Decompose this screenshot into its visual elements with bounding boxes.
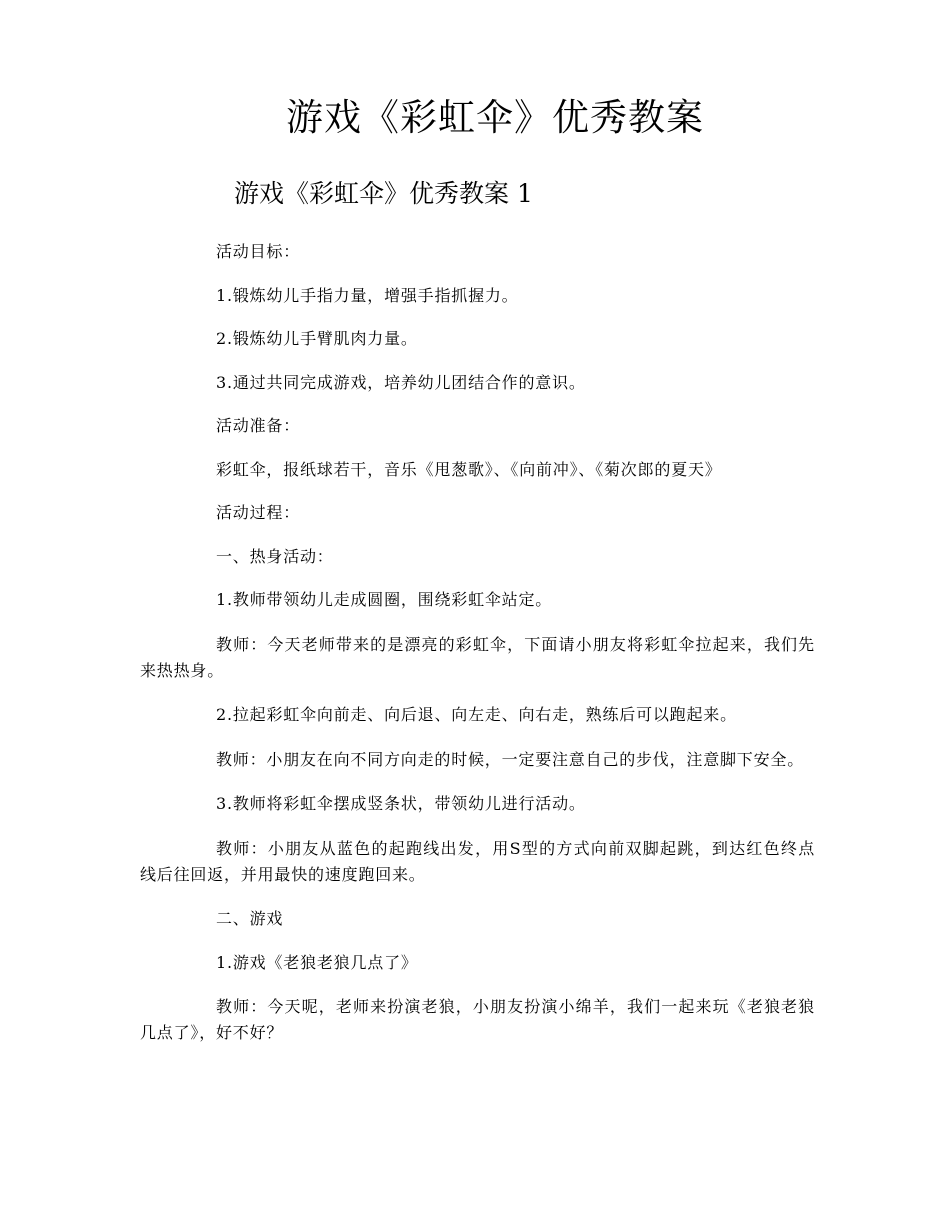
paragraph-goal-3: 3.通过共同完成游戏，培养幼儿团结合作的意识。 [216,372,586,392]
paragraph-game-1: 1.游戏《老狼老狼几点了》 [216,952,418,972]
paragraph-warmup-step-1: 1.教师带领幼儿走成圆圈，围绕彩虹伞站定。 [216,590,553,609]
document-title: 游戏《彩虹伞》优秀教案 [286,96,704,139]
paragraph-goal-1: 1.锻炼幼儿手指力量，增强手指抓握力。 [216,285,519,305]
section-title: 游戏《彩虹伞》优秀教案 1 [234,179,533,208]
paragraph-teacher-2: 教师：小朋友在向不同方向走的时候，一定要注意自己的步伐，注意脚下安全。 [216,749,805,769]
paragraph-warmup-step-3: 3.教师将彩虹伞摆成竖条状，带领幼儿进行活动。 [216,794,586,813]
paragraph-teacher-4: 教师：今天呢，老师来扮演老狼，小朋友扮演小绵羊，我们一起来玩《老狼老狼几点了》，好不好？ [140,997,815,1042]
paragraph-game-heading: 二、游戏 [216,909,284,928]
paragraph-teacher-3: 教师：小朋友从蓝色的起跑线出发，用S型的方式向前双脚起跳，到达红色终点线后往回返，并用最快的速度跑回来。 [140,838,815,884]
paragraph-warmup-step-2: 2.拉起彩虹伞向前走、向后退、向左走、向右走，熟练后可以跑起来。 [216,705,737,724]
paragraph-goal-2: 2.锻炼幼儿手臂肌肉力量。 [216,329,418,348]
paragraph-process-heading: 活动过程： [216,503,301,522]
paragraph-preparation-materials: 彩虹伞，报纸球若干，音乐《甩葱歌》、《向前冲》、《菊次郎的夏天》 [216,459,722,479]
paragraph-teacher-1: 教师：今天老师带来的是漂亮的彩虹伞，下面请小朋友将彩虹伞拉起来，我们先来热热身。 [140,634,815,680]
paragraph-warmup-heading: 一、热身活动： [216,546,334,566]
paragraph-preparation-heading: 活动准备： [216,416,301,435]
document-body [140,240,815,1046]
paragraph-activity-goals-heading: 活动目标： [216,242,301,261]
